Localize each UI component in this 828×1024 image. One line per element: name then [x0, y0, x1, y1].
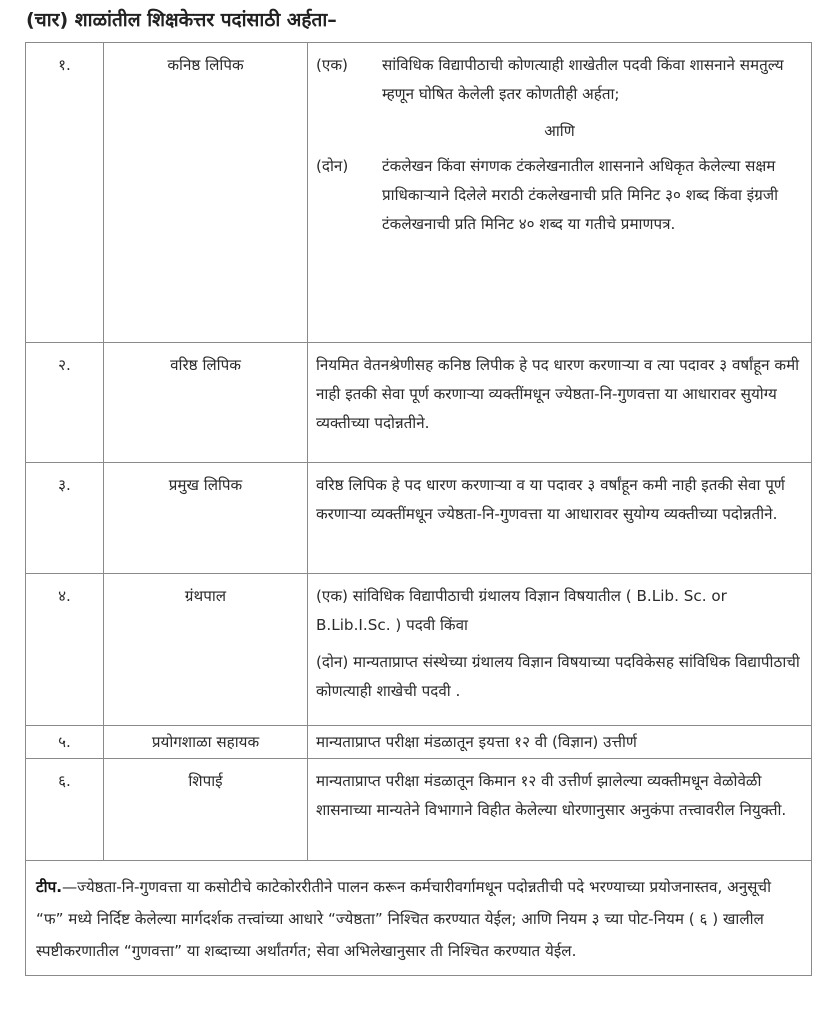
item-text: सांविधिक विद्यापीठाची कोणत्याही शाखेतील पदवी किंवा शासनाने समतुल्य म्हणून घोषित केलेली इतर कोणतीही अर्हता; [382, 56, 784, 103]
post-name: प्रयोगशाळा सहायक [104, 726, 308, 759]
item-label: (एक) [316, 56, 348, 74]
post-name: कनिष्ठ लिपिक [104, 43, 308, 343]
qualification-item [316, 152, 803, 239]
post-name: वरिष्ठ लिपिक [104, 343, 308, 463]
table-row-head-clerk [26, 463, 812, 574]
qualification-cell [308, 574, 812, 726]
qualification-cell: मान्यताप्राप्त परीक्षा मंडळातून इयत्ता १२ वी (विज्ञान) उत्तीर्ण [308, 726, 812, 759]
row-number: ६. [26, 759, 104, 861]
table-row-senior-clerk [26, 343, 812, 463]
row-number: १. [26, 43, 104, 343]
row-number: २. [26, 343, 104, 463]
qualification-cell [308, 43, 812, 343]
note-text: —ज्येष्ठता-नि-गुणवत्ता या कसोटीचे काटेकोररीतीने पालन करून कर्मचारीवर्गामधून पदोन्नतीची पदे भरण्याच्या प्रयोजनास्तव, अनुसूची “फ” मध्ये निर्दिष्ट केलेल्या मार्गदर्शक तत्त्वांच्या आधारे “ज्येष्ठता” निश्चित करण्यात येईल; आणि नियम ३ च्या पोट-नियम ( ६ ) खालील स्पष्टीकरणातील “गुणवत्ता” या शब्दाच्या अर्थांतर्गत; सेवा अभिलेखानुसार ती निश्चित करण्यात येईल. [36, 878, 771, 960]
note-cell [26, 861, 812, 976]
qualification-item [316, 51, 803, 109]
table-row-lab-assistant [26, 726, 812, 759]
table-row-note [26, 861, 812, 976]
table-row-librarian [26, 574, 812, 726]
post-name: शिपाई [104, 759, 308, 861]
qualification-cell: मान्यताप्राप्त परीक्षा मंडळातून किमान १२ वी उत्तीर्ण झालेल्या व्यक्तीमधून वेळोवेळी शासनाच्या मान्यतेने विभागाने विहीत केलेल्या धोरणानुसार अनुकंपा तत्त्वावरील नियुक्ती. [308, 759, 812, 861]
qualification-cell: नियमित वेतनश्रेणीसह कनिष्ठ लिपीक हे पद धारण करणाऱ्या व त्या पदावर ३ वर्षांहून कमी नाही इतकी सेवा पूर्ण करणाऱ्या व्यक्तींमधून ज्येष्ठता-नि-गुणवत्ता या आधारावर सुयोग्य व्यक्तीच्या पदोन्नतीने. [308, 343, 812, 463]
table-row-junior-clerk [26, 43, 812, 343]
item-label: (दोन) [316, 157, 349, 175]
section-heading: (चार) शाळांतील शिक्षकेत्तर पदांसाठी अर्हता– [26, 9, 337, 31]
post-name: प्रमुख लिपिक [104, 463, 308, 574]
item-text: टंकलेखन किंवा संगणक टंकलेखनातील शासनाने अधिकृत केलेल्या सक्षम प्राधिकाऱ्याने दिलेले मराठी टंकलेखनाची प्रति मिनिट ३० शब्द किंवा इंग्रजी टंकलेखनाची प्रति मिनिट ४० शब्द या गतीचे प्रमाणपत्र. [382, 157, 779, 233]
table-row-peon [26, 759, 812, 861]
qualification-paragraph: (एक) सांविधिक विद्यापीठाची ग्रंथालय विज्ञान विषयातील ( B.Lib. Sc. or B.Lib.I.Sc. ) पदवी किंवा [316, 587, 727, 634]
note-label: टीप. [36, 878, 62, 896]
row-number: ४. [26, 574, 104, 726]
conjunction-and: आणि [544, 122, 575, 140]
qualification-cell: वरिष्ठ लिपिक हे पद धारण करणाऱ्या व या पदावर ३ वर्षांहून कमी नाही इतकी सेवा पूर्ण करणाऱ्या व्यक्तींमधून ज्येष्ठता-नि-गुणवत्ता या आधारावर सुयोग्य व्यक्तीच्या पदोन्नतीने. [308, 463, 812, 574]
qualification-paragraph: (दोन) मान्यताप्राप्त संस्थेच्या ग्रंथालय विज्ञान विषयाच्या पदविकेसह सांविधिक विद्यापीठाची कोणत्याही शाखेची पदवी . [316, 653, 800, 700]
qualifications-table [25, 42, 812, 976]
row-number: ५. [26, 726, 104, 759]
post-name: ग्रंथपाल [104, 574, 308, 726]
row-number: ३. [26, 463, 104, 574]
